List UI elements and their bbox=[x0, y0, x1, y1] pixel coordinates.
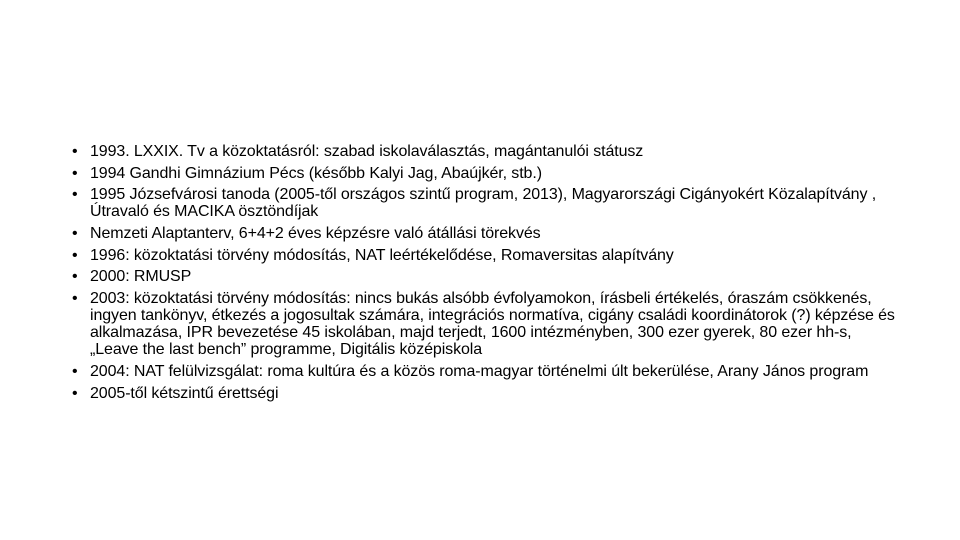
bullet-icon: • bbox=[72, 164, 78, 182]
list-item-text: Nemzeti Alaptanterv, 6+4+2 éves képzésre való átállási törekvés bbox=[90, 224, 541, 242]
list-item-text: 1995 Józsefvárosi tanoda (2005-től országos szintű program, 2013), Magyarországi Cigányokért Közalapítvány , Útravaló és MACIKA ösztöndíjak bbox=[90, 186, 877, 221]
bullet-icon: • bbox=[72, 289, 78, 307]
bullet-list bbox=[72, 143, 904, 406]
list-item-text: 2004: NAT felülvizsgálat: roma kultúra és a közös roma-magyar történelmi últ bekerülése, Arany János program bbox=[90, 362, 869, 380]
list-item-text: 2005-től kétszintű érettségi bbox=[90, 384, 279, 402]
list-item-text: 2000: RMUSP bbox=[90, 268, 192, 286]
list-item bbox=[72, 143, 904, 160]
list-item-text: 1994 Gandhi Gimnázium Pécs (később Kalyi Jag, Abaújkér, stb.) bbox=[90, 164, 542, 182]
list-item bbox=[72, 290, 904, 359]
list-item bbox=[72, 186, 904, 220]
bullet-icon: • bbox=[72, 224, 78, 242]
bullet-icon: • bbox=[72, 143, 78, 160]
bullet-icon: • bbox=[72, 362, 78, 380]
list-item bbox=[72, 165, 904, 182]
bullet-icon: • bbox=[72, 384, 78, 402]
bullet-icon: • bbox=[72, 268, 78, 286]
list-item bbox=[72, 363, 904, 380]
list-item-text: 2003: közoktatási törvény módosítás: nincs bukás alsóbb évfolyamokon, írásbeli értékelés, óraszám csökkenés, ingyen tankönyv, étkezés a jogosultak számára, integrációs normatíva, cigány családi koordinátorok (?) képzése és alkalmazása, IPR bevezetése 45 iskolában, majd terjedt, 1600 intézményben, 300 ezer gyerek, 80 ezer hh-s, „Leave the last bench” programme, Digitális középiskola bbox=[90, 289, 895, 359]
list-item bbox=[72, 385, 904, 402]
list-item-text: 1993. LXXIX. Tv a közoktatásról: szabad iskolaválasztás, magántanulói státusz bbox=[90, 143, 644, 160]
bullet-icon: • bbox=[72, 246, 78, 264]
list-item bbox=[72, 268, 904, 285]
list-item bbox=[72, 225, 904, 242]
list-item bbox=[72, 247, 904, 264]
bullet-icon: • bbox=[72, 186, 78, 204]
list-item-text: 1996: közoktatási törvény módosítás, NAT leértékelődése, Romaversitas alapítvány bbox=[90, 246, 674, 264]
